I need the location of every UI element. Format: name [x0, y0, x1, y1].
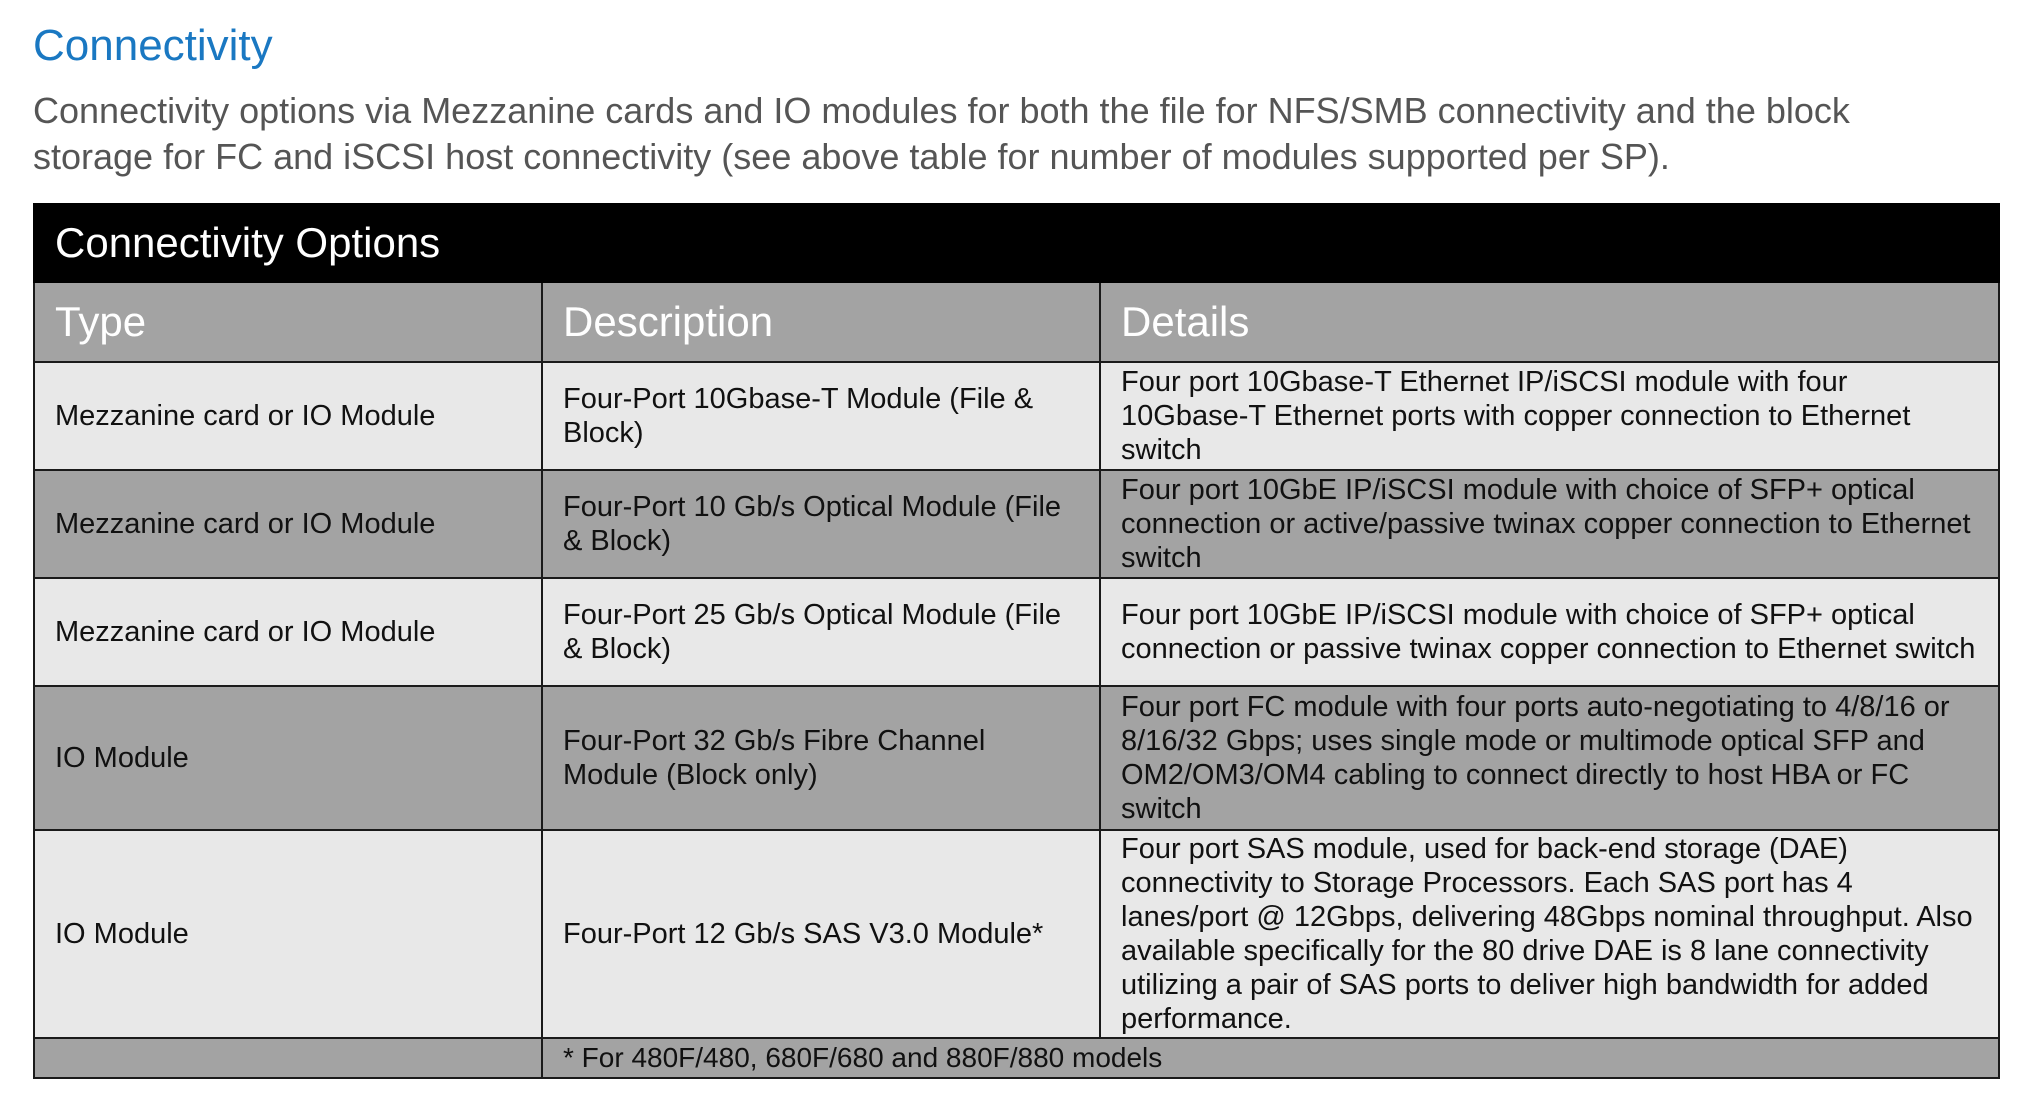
cell-details: Four port 10Gbase-T Ethernet IP/iSCSI module with four 10Gbase-T Ethernet ports with copper connection to Ethernet switch [1100, 362, 1999, 470]
footnote: * For 480F/480, 680F/680 and 880F/880 models [542, 1038, 1999, 1078]
table-row [34, 578, 1999, 686]
cell-description: Four-Port 10 Gb/s Optical Module (File & Block) [542, 470, 1100, 578]
column-header-details: Details [1100, 282, 1999, 362]
page [33, 20, 1998, 1073]
cell-description: Four-Port 32 Gb/s Fibre Channel Module (Block only) [542, 686, 1100, 830]
cell-type: Mezzanine card or IO Module [34, 578, 542, 686]
connectivity-options-table [33, 203, 2000, 1079]
table-row [34, 830, 1999, 1038]
cell-description: Four-Port 10Gbase-T Module (File & Block) [542, 362, 1100, 470]
cell-description: Four-Port 12 Gb/s SAS V3.0 Module* [542, 830, 1100, 1038]
table-title: Connectivity Options [34, 204, 1999, 282]
section-heading: Connectivity [33, 21, 273, 70]
cell-details: Four port 10GbE IP/iSCSI module with choice of SFP+ optical connection or passive twinax copper connection to Ethernet switch [1100, 578, 1999, 686]
intro-paragraph: Connectivity options via Mezzanine cards and IO modules for both the file for NFS/SMB connectivity and the block storage for FC and iSCSI host connectivity (see above table for number of modules supported per SP). [33, 90, 1850, 177]
column-header-description: Description [542, 282, 1100, 362]
table-header-row [34, 282, 1999, 362]
table-row [34, 362, 1999, 470]
cell-details: Four port 10GbE IP/iSCSI module with choice of SFP+ optical connection or active/passive twinax copper connection to Ethernet switch [1100, 470, 1999, 578]
cell-details: Four port SAS module, used for back-end storage (DAE) connectivity to Storage Processors. Each SAS port has 4 lanes/port @ 12Gbps, delivering 48Gbps nominal throughput. Also available specifically for the 80 drive DAE is 8 lane connectivity utilizing a pair of SAS ports to deliver high bandwidth for added performance. [1100, 830, 1999, 1038]
cell-description: Four-Port 25 Gb/s Optical Module (File & Block) [542, 578, 1100, 686]
footnote-row [34, 1038, 1999, 1078]
cell-details: Four port FC module with four ports auto-negotiating to 4/8/16 or 8/16/32 Gbps; uses single mode or multimode optical SFP and OM2/OM3/OM4 cabling to connect directly to host HBA or FC switch [1100, 686, 1999, 830]
cell-type: IO Module [34, 686, 542, 830]
table-row [34, 470, 1999, 578]
footnote-spacer [34, 1038, 542, 1078]
column-header-type: Type [34, 282, 542, 362]
cell-type: Mezzanine card or IO Module [34, 362, 542, 470]
table-title-row [34, 204, 1999, 282]
cell-type: Mezzanine card or IO Module [34, 470, 542, 578]
table-row [34, 686, 1999, 830]
cell-type: IO Module [34, 830, 542, 1038]
